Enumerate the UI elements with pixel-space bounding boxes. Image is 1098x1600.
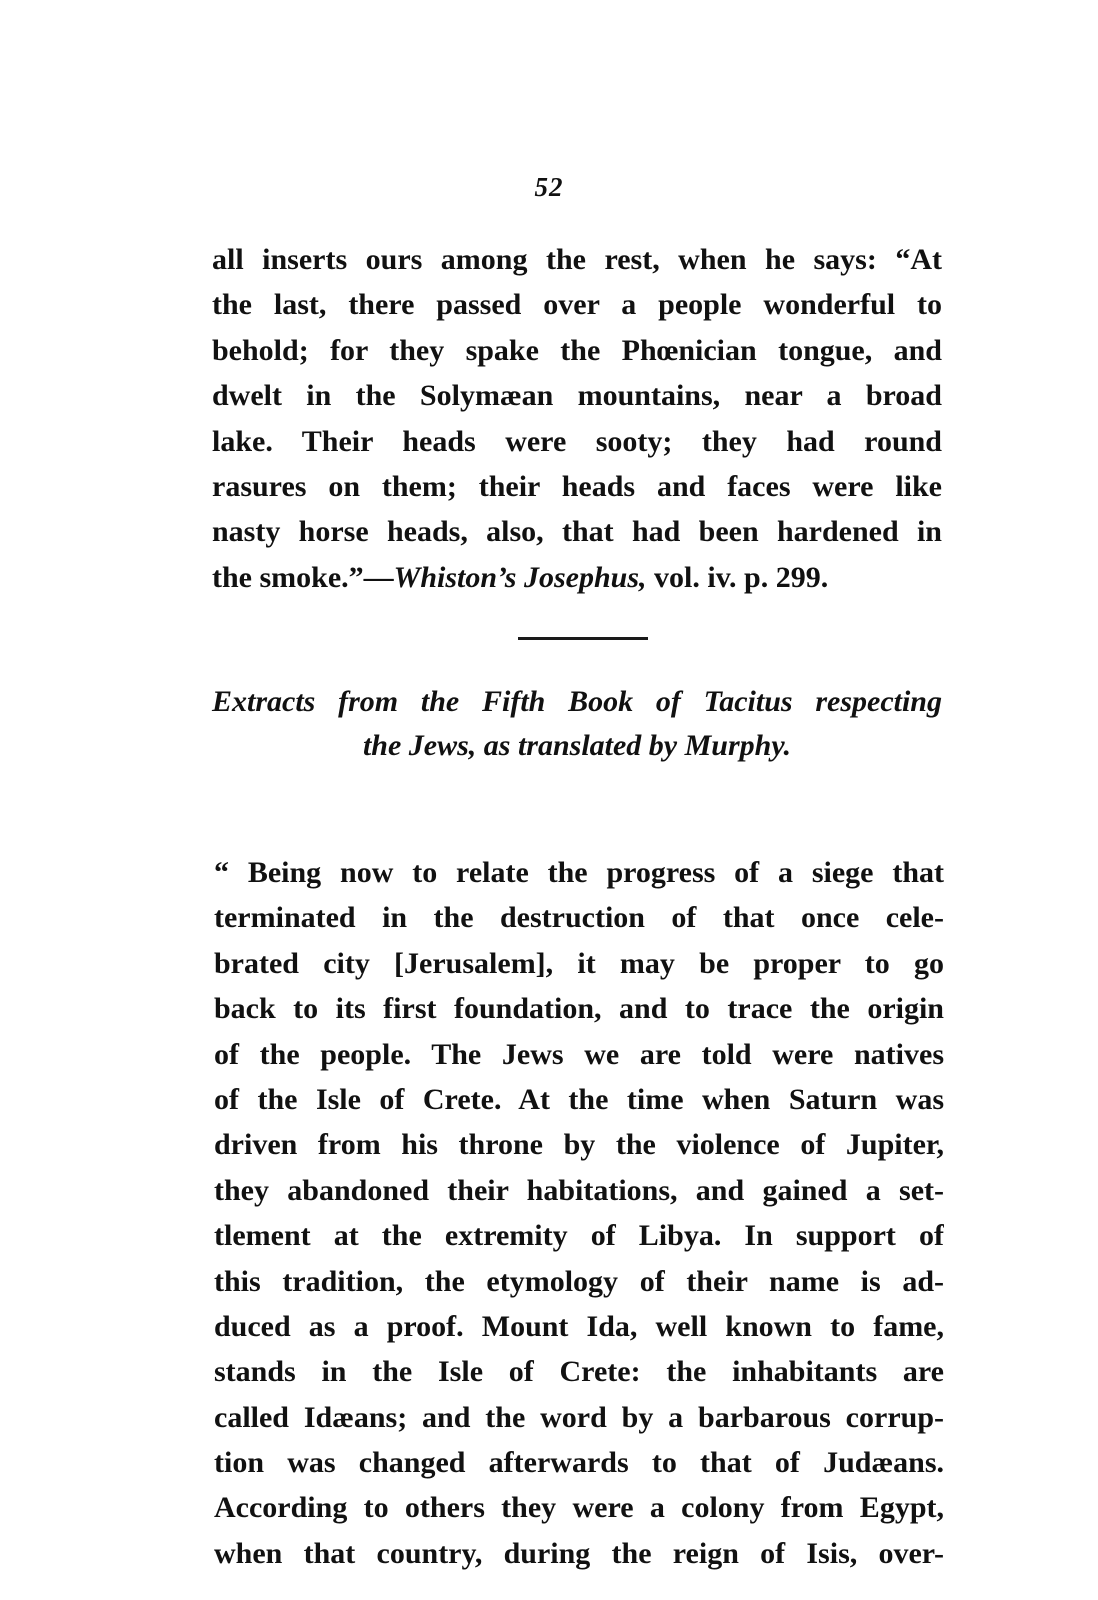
- citation-line: [212, 555, 942, 600]
- text-line: when that country, during the reign of Isis, over-: [214, 1536, 944, 1570]
- text-line: they abandoned their habitations, and gained a set-: [214, 1173, 944, 1207]
- text-line: of the Isle of Crete. At the time when Saturn was: [214, 1082, 944, 1116]
- section-divider-rule: [518, 637, 648, 640]
- text-line: lake. Their heads were sooty; they had round: [212, 424, 942, 458]
- text-line: According to others they were a colony from Egypt,: [214, 1491, 944, 1525]
- text-line: tlement at the extremity of Libya. In support of: [214, 1219, 944, 1253]
- text-line: tion was changed afterwards to that of Judæans.: [214, 1446, 944, 1480]
- text-line: terminated in the destruction of that once cele-: [214, 901, 944, 935]
- text-line: called Idæans; and the word by a barbarous corrup-: [214, 1400, 944, 1434]
- josephus-quote-paragraph: [212, 237, 942, 600]
- text-line: behold; for they spake the Phœnician tongue, and: [212, 333, 942, 367]
- text-line: this tradition, the etymology of their name is ad-: [214, 1264, 944, 1298]
- citation-prefix: the smoke.”—: [212, 560, 394, 594]
- section-heading: [212, 680, 942, 768]
- heading-line-1: Extracts from the Fifth Book of Tacitus respecting: [212, 685, 942, 718]
- tacitus-extract-paragraph: [214, 850, 944, 1576]
- text-line: nasty horse heads, also, that had been hardened in: [212, 515, 942, 549]
- text-line: the last, there passed over a people wonderful to: [212, 288, 942, 322]
- text-line: rasures on them; their heads and faces were like: [212, 469, 942, 503]
- text-line: all inserts ours among the rest, when he says: “At: [212, 243, 942, 276]
- text-line: “ Being now to relate the progress of a siege that: [214, 856, 944, 889]
- citation-title: Whiston’s Josephus,: [393, 560, 647, 594]
- text-line: back to its first foundation, and to trace the origin: [214, 992, 944, 1026]
- text-line: of the people. The Jews we are told were natives: [214, 1037, 944, 1071]
- heading-line-2: the Jews, as translated by Murphy.: [362, 729, 792, 762]
- text-line: stands in the Isle of Crete: the inhabitants are: [214, 1355, 944, 1389]
- citation-rest: vol. iv. p. 299.: [646, 560, 829, 594]
- page-number: 52: [534, 172, 564, 202]
- text-line: brated city [Jerusalem], it may be proper to go: [214, 946, 944, 980]
- text-line: driven from his throne by the violence of Jupiter,: [214, 1128, 944, 1162]
- text-line: dwelt in the Solymæan mountains, near a broad: [212, 379, 942, 413]
- text-line: duced as a proof. Mount Ida, well known to fame,: [214, 1309, 944, 1343]
